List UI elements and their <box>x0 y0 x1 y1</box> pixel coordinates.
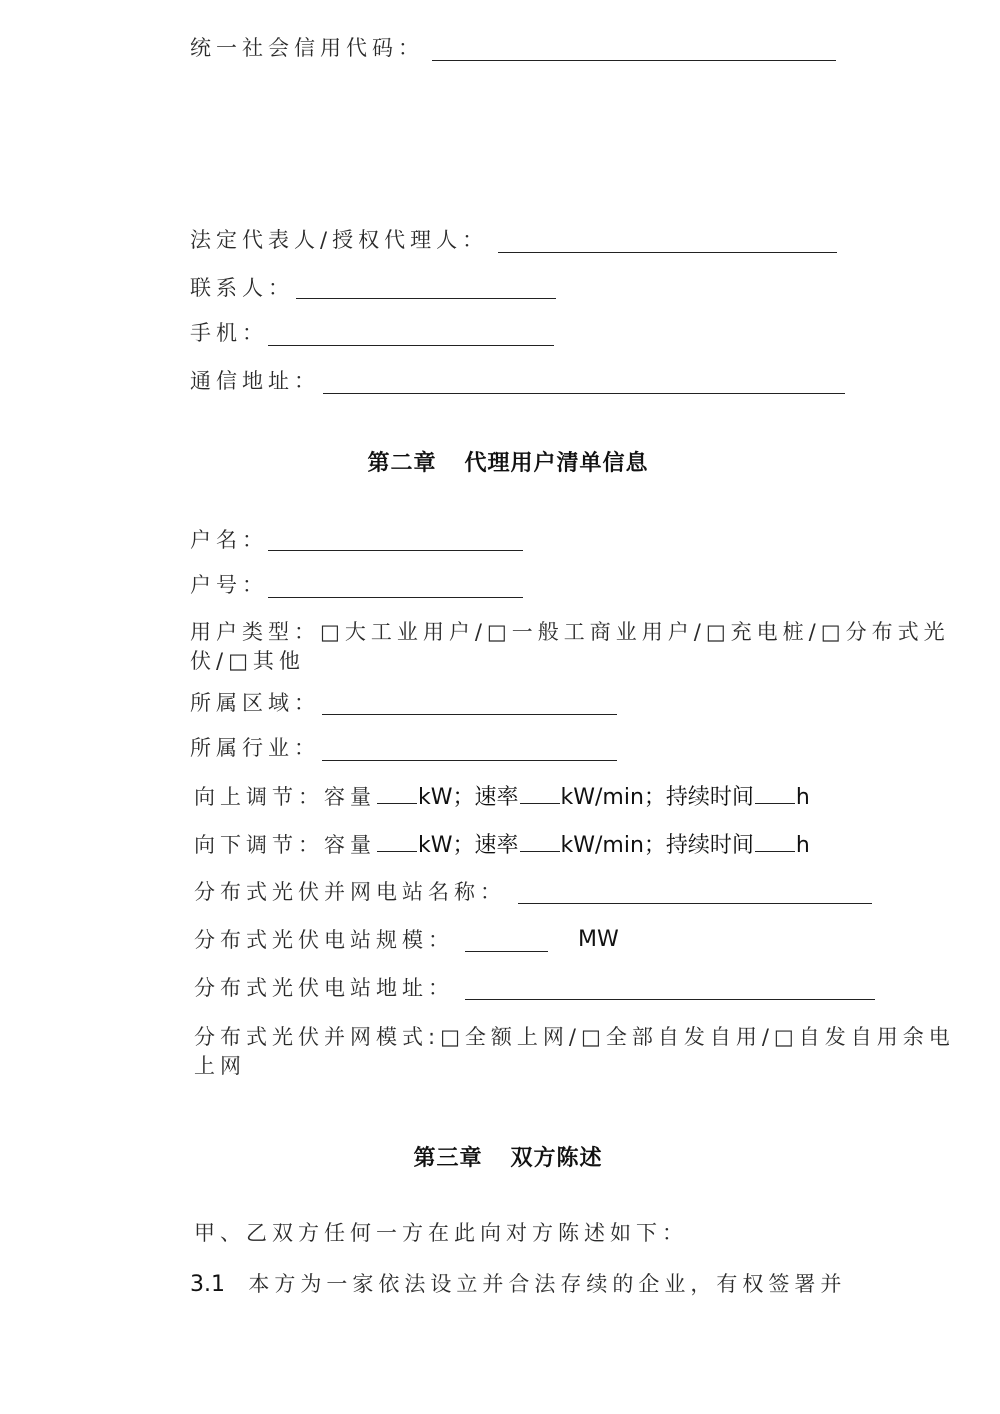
industry-label: 所属行业： <box>190 736 320 760</box>
user-type-options[interactable]: 用户类型：□大工业用户/□一般工商业用户/□充电桩/□分布式光伏/□其他 <box>190 620 950 673</box>
address-label: 通信地址： <box>190 369 320 393</box>
down-unit-capacity: kW；速率 <box>418 833 519 858</box>
account-no-label: 户号： <box>190 573 268 597</box>
chapter2-heading <box>0 446 1000 477</box>
up-adjust-row <box>194 783 810 812</box>
mobile-label: 手机： <box>190 321 268 345</box>
down-adjust-label: 向下调节：容量 <box>194 833 376 857</box>
contact-label: 联系人： <box>190 276 294 300</box>
mobile-field[interactable] <box>268 345 554 346</box>
pv-scale-label: 分布式光伏电站规模： <box>194 928 454 952</box>
down-rate-field[interactable] <box>520 831 560 852</box>
pv-mode-options[interactable]: 分布式光伏并网模式:□全额上网/□全部自发自用/□自发自用余电上网 <box>194 1025 955 1078</box>
region-field[interactable] <box>322 714 617 715</box>
up-unit-duration: h <box>795 785 810 810</box>
account-no-field[interactable] <box>268 597 523 598</box>
legal-rep-label: 法定代表人/授权代理人： <box>190 228 489 252</box>
pv-address-field[interactable] <box>465 999 875 1000</box>
chapter3-heading <box>0 1141 1000 1172</box>
pv-address-label: 分布式光伏电站地址： <box>194 976 454 1000</box>
pv-station-name-field[interactable] <box>518 903 872 904</box>
down-adjust-row <box>194 831 810 860</box>
region-label: 所属区域： <box>190 691 320 715</box>
up-duration-field[interactable] <box>755 783 795 804</box>
chapter3-intro: 甲、乙双方任何一方在此向对方陈述如下： <box>194 1221 688 1245</box>
up-unit-rate: kW/min；持续时间 <box>560 785 754 810</box>
up-capacity-field[interactable] <box>377 783 417 804</box>
down-unit-duration: h <box>795 833 810 858</box>
chapter2-number: 第二章 <box>367 451 437 476</box>
account-name-label: 户名： <box>190 528 268 552</box>
down-unit-rate: kW/min；持续时间 <box>560 833 754 858</box>
address-field[interactable] <box>323 393 845 394</box>
up-unit-capacity: kW；速率 <box>418 785 519 810</box>
account-name-field[interactable] <box>268 550 523 551</box>
up-rate-field[interactable] <box>520 783 560 804</box>
credit-code-label: 统一社会信用代码： <box>190 36 424 60</box>
chapter2-title: 代理用户清单信息 <box>464 451 649 476</box>
pv-scale-field[interactable] <box>465 951 548 952</box>
up-adjust-label: 向上调节：容量 <box>194 785 376 809</box>
down-duration-field[interactable] <box>755 831 795 852</box>
chapter3-number: 第三章 <box>413 1146 483 1171</box>
industry-field[interactable] <box>322 760 617 761</box>
contact-field[interactable] <box>296 298 556 299</box>
pv-scale-unit: MW <box>578 927 619 952</box>
chapter3-title: 双方陈述 <box>510 1146 603 1171</box>
clause-3-1 <box>190 1270 846 1299</box>
credit-code-field[interactable] <box>432 60 836 61</box>
down-capacity-field[interactable] <box>377 831 417 852</box>
clause-text: 本方为一家依法设立并合法存续的企业，有权签署并 <box>248 1272 847 1296</box>
clause-number: 3.1 <box>190 1272 225 1297</box>
pv-station-name-label: 分布式光伏并网电站名称： <box>194 880 506 904</box>
legal-rep-field[interactable] <box>498 252 837 253</box>
